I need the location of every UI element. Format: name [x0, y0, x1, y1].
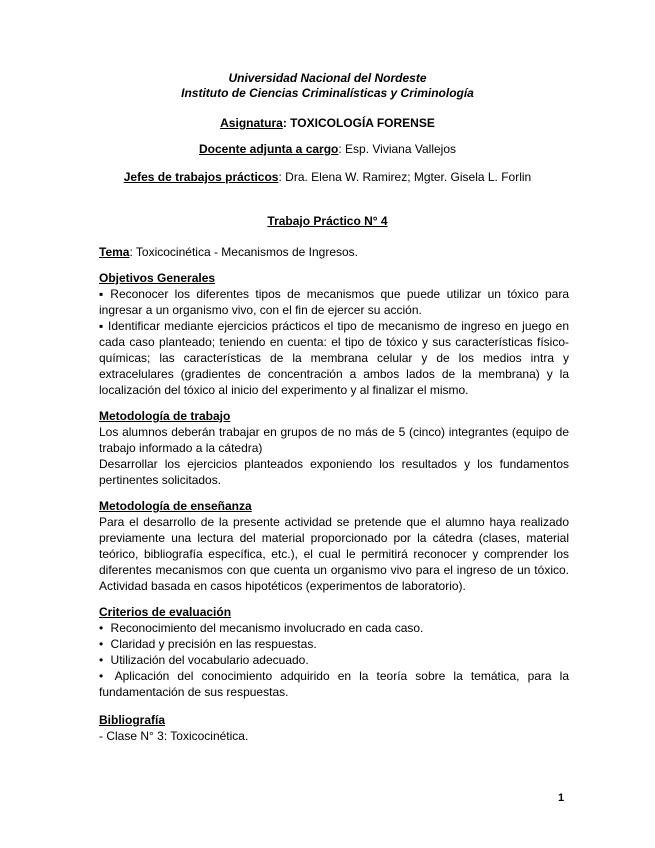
metodologia-trabajo-section	[99, 408, 569, 488]
practical-heads-label: Jefes de trabajos prácticos	[123, 170, 279, 184]
metodologia-ensenanza-paragraph: Para el desarrollo de la presente actividad se pretende que el alumno haya realizado previamente una lectura del material proporcionado por la cátedra (clases, material teórico, bibliografía específica, etc.), el cual le permitirá reconocer y comprender los diferentes mecanismos con que cuenta un organismo vivo para el ingreso de un tóxico. Actividad basada en casos hipotéticos (experimentos de laboratorio).	[99, 515, 569, 593]
bullet-icon: •	[99, 669, 104, 683]
criterios-heading: Criterios de evaluación	[99, 605, 232, 619]
objetivos-heading: Objetivos Generales	[99, 271, 216, 285]
bibliografia-item: - Clase N° 3: Toxicocinética.	[99, 729, 249, 743]
metodologia-ensenanza-heading: Metodología de enseñanza	[99, 499, 252, 513]
criterio-item: • Reconocimiento del mecanismo involucrado en cada caso.	[99, 621, 424, 635]
practical-heads-line: Jefes de trabajos prácticos: Dra. Elena W. Ramirez; Mgter. Gisela L. Forlin	[123, 170, 532, 184]
objetivo-item: ▪ Reconocer los diferentes tipos de mecanismos que puede utilizar un tóxico para ingresar a un organismo vivo, con el fin de ejercer su acción.	[99, 287, 569, 317]
criterio-item: • Utilización del vocabulario adecuado.	[99, 653, 309, 667]
teacher-label: Docente adjunta a cargo	[199, 142, 339, 156]
bullet-icon: •	[99, 653, 104, 667]
objetivos-section	[99, 270, 569, 398]
subject-label: Asignatura	[220, 116, 283, 130]
tema-line: Tema: Toxicocinética - Mecanismos de Ingresos.	[99, 245, 359, 259]
practical-heads-value: Dra. Elena W. Ramirez; Mgter. Gisela L. Forlin	[285, 170, 532, 184]
teacher-line: Docente adjunta a cargo: Esp. Viviana Vallejos	[199, 142, 456, 156]
square-bullet-icon: ▪	[99, 319, 105, 333]
tema-value: Toxicocinética - Mecanismos de Ingresos.	[135, 245, 359, 259]
tp-title-line	[0, 213, 655, 229]
criterios-section	[99, 604, 569, 700]
metodologia-ensenanza-section	[99, 498, 569, 594]
criterio-item: • Claridad y precisión en las respuestas.	[99, 637, 317, 651]
subject-value: TOXICOLOGÍA FORENSE	[290, 116, 435, 130]
metodologia-trabajo-paragraph: Los alumnos deberán trabajar en grupos de no más de 5 (cinco) integrantes (equipo de trabajo informado a la cátedra)	[99, 425, 569, 455]
objetivo-item: ▪ Identificar mediante ejercicios prácticos el tipo de mecanismo de ingreso en juego en cada caso planteado; teniendo en cuenta: el tipo de tóxico y sus características físico-químicas; las características de la membrana celular y de los medios intra y extracelulares (gradientes de concentración a ambos lados de la membrana) y la localización del tóxico al inicio del experimento y al finalizar el mismo.	[99, 319, 569, 397]
metodologia-trabajo-paragraph: Desarrollar los ejercicios planteados exponiendo los resultados y los fundamentos pertinentes solicitados.	[99, 457, 569, 487]
subject-line: Asignatura: TOXICOLOGÍA FORENSE	[220, 116, 435, 130]
bibliografia-heading: Bibliografía	[99, 713, 166, 727]
tp-title: Trabajo Práctico N° 4	[267, 214, 388, 228]
tema-label: Tema	[99, 245, 130, 259]
page-number: 1	[558, 792, 565, 804]
bullet-icon: •	[99, 637, 104, 651]
bibliografia-section	[99, 712, 569, 744]
bullet-icon: •	[99, 621, 104, 635]
teacher-value: Esp. Viviana Vallejos	[345, 142, 456, 156]
criterio-item: • Aplicación del conocimiento adquirido en la teoría sobre la temática, para la fundamentación de sus respuestas.	[99, 669, 570, 699]
metodologia-trabajo-heading: Metodología de trabajo	[99, 409, 231, 423]
institute-name: Instituto de Ciencias Criminalísticas y Criminología	[181, 86, 474, 100]
square-bullet-icon: ▪	[99, 287, 107, 301]
university-name: Universidad Nacional del Nordeste	[228, 71, 427, 85]
